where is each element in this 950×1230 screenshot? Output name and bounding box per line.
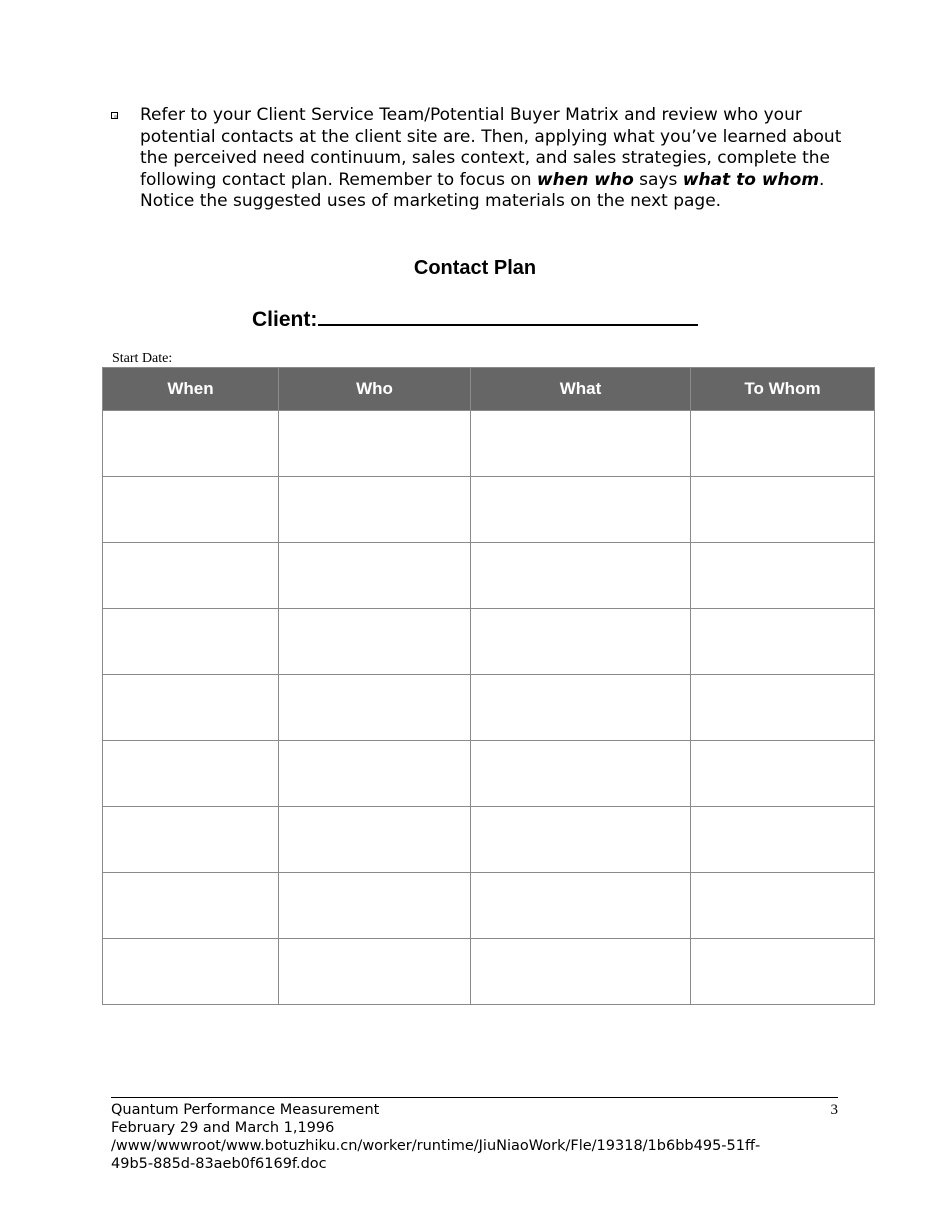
instruction-text-part: says — [633, 169, 683, 190]
table-row — [103, 609, 875, 675]
cell-who[interactable] — [279, 939, 471, 1005]
cell-when[interactable] — [103, 543, 279, 609]
table-row — [103, 543, 875, 609]
table-header-row — [103, 368, 875, 411]
table-body — [103, 411, 875, 1005]
footer-path-continued: 49b5-885d-83aeb0f6169f.doc — [111, 1156, 327, 1172]
table-row — [103, 741, 875, 807]
cell-when[interactable] — [103, 477, 279, 543]
instruction-emphasis-when-who: when who — [536, 169, 634, 190]
footer-path: /www/wwwroot/www.botuzhiku.cn/worker/runtime/JiuNiaoWork/Fle/19318/1b6bb495-51ff- — [111, 1138, 761, 1154]
column-header-who: Who — [279, 368, 471, 411]
table-row — [103, 411, 875, 477]
table-row — [103, 939, 875, 1005]
cell-when[interactable] — [103, 675, 279, 741]
cell-what[interactable] — [471, 939, 691, 1005]
cell-what[interactable] — [471, 675, 691, 741]
page-number: 3 — [830, 1102, 838, 1118]
instruction-text-part: . Notice the suggested uses of marketing materials on the next page. — [140, 169, 825, 212]
cell-when[interactable] — [103, 411, 279, 477]
start-date-label: Start Date: — [112, 351, 173, 366]
cell-who[interactable] — [279, 675, 471, 741]
footer-date: February 29 and March 1,1996 — [111, 1120, 335, 1136]
cell-to-whom[interactable] — [691, 609, 875, 675]
cell-when[interactable] — [103, 609, 279, 675]
cell-who[interactable] — [279, 543, 471, 609]
table-row — [103, 675, 875, 741]
table-row — [103, 477, 875, 543]
instruction-text-part: Refer to your Client Service Team/Potential Buyer Matrix and review who your potential contacts at the client site are. Then, applying what you’ve learned about the perceived need continuum, sales context, and sales strategies, complete the following contact plan. Remember to focus on — [140, 105, 842, 190]
cell-who[interactable] — [279, 477, 471, 543]
cell-when[interactable] — [103, 807, 279, 873]
cell-what[interactable] — [471, 741, 691, 807]
cell-to-whom[interactable] — [691, 741, 875, 807]
cell-to-whom[interactable] — [691, 873, 875, 939]
cell-who[interactable] — [279, 609, 471, 675]
cell-what[interactable] — [471, 543, 691, 609]
page-title: Contact Plan — [413, 257, 537, 279]
cell-what[interactable] — [471, 807, 691, 873]
cell-to-whom[interactable] — [691, 477, 875, 543]
column-header-when: When — [103, 368, 279, 411]
column-header-to-whom: To Whom — [691, 368, 875, 411]
cell-to-whom[interactable] — [691, 543, 875, 609]
checkbox-bullet-icon — [111, 112, 118, 119]
cell-who[interactable] — [279, 411, 471, 477]
cell-to-whom[interactable] — [691, 411, 875, 477]
cell-who[interactable] — [279, 807, 471, 873]
instruction-emphasis-what-to-whom: what to whom — [682, 169, 820, 190]
instruction-bullet — [111, 105, 846, 213]
cell-who[interactable] — [279, 741, 471, 807]
cell-what[interactable] — [471, 873, 691, 939]
table-row — [103, 873, 875, 939]
table-row — [103, 807, 875, 873]
client-field — [252, 304, 698, 332]
cell-who[interactable] — [279, 873, 471, 939]
cell-what[interactable] — [471, 411, 691, 477]
client-blank-line[interactable] — [318, 304, 698, 326]
cell-what[interactable] — [471, 477, 691, 543]
column-header-what: What — [471, 368, 691, 411]
cell-to-whom[interactable] — [691, 675, 875, 741]
footer-title: Quantum Performance Measurement — [111, 1102, 380, 1118]
cell-when[interactable] — [103, 939, 279, 1005]
page-footer — [111, 1101, 838, 1173]
cell-to-whom[interactable] — [691, 939, 875, 1005]
cell-what[interactable] — [471, 609, 691, 675]
cell-when[interactable] — [103, 741, 279, 807]
footer-divider — [111, 1097, 838, 1098]
cell-to-whom[interactable] — [691, 807, 875, 873]
instruction-text — [140, 105, 846, 213]
contact-plan-table — [102, 367, 875, 1005]
cell-when[interactable] — [103, 873, 279, 939]
client-label: Client: — [252, 308, 318, 331]
